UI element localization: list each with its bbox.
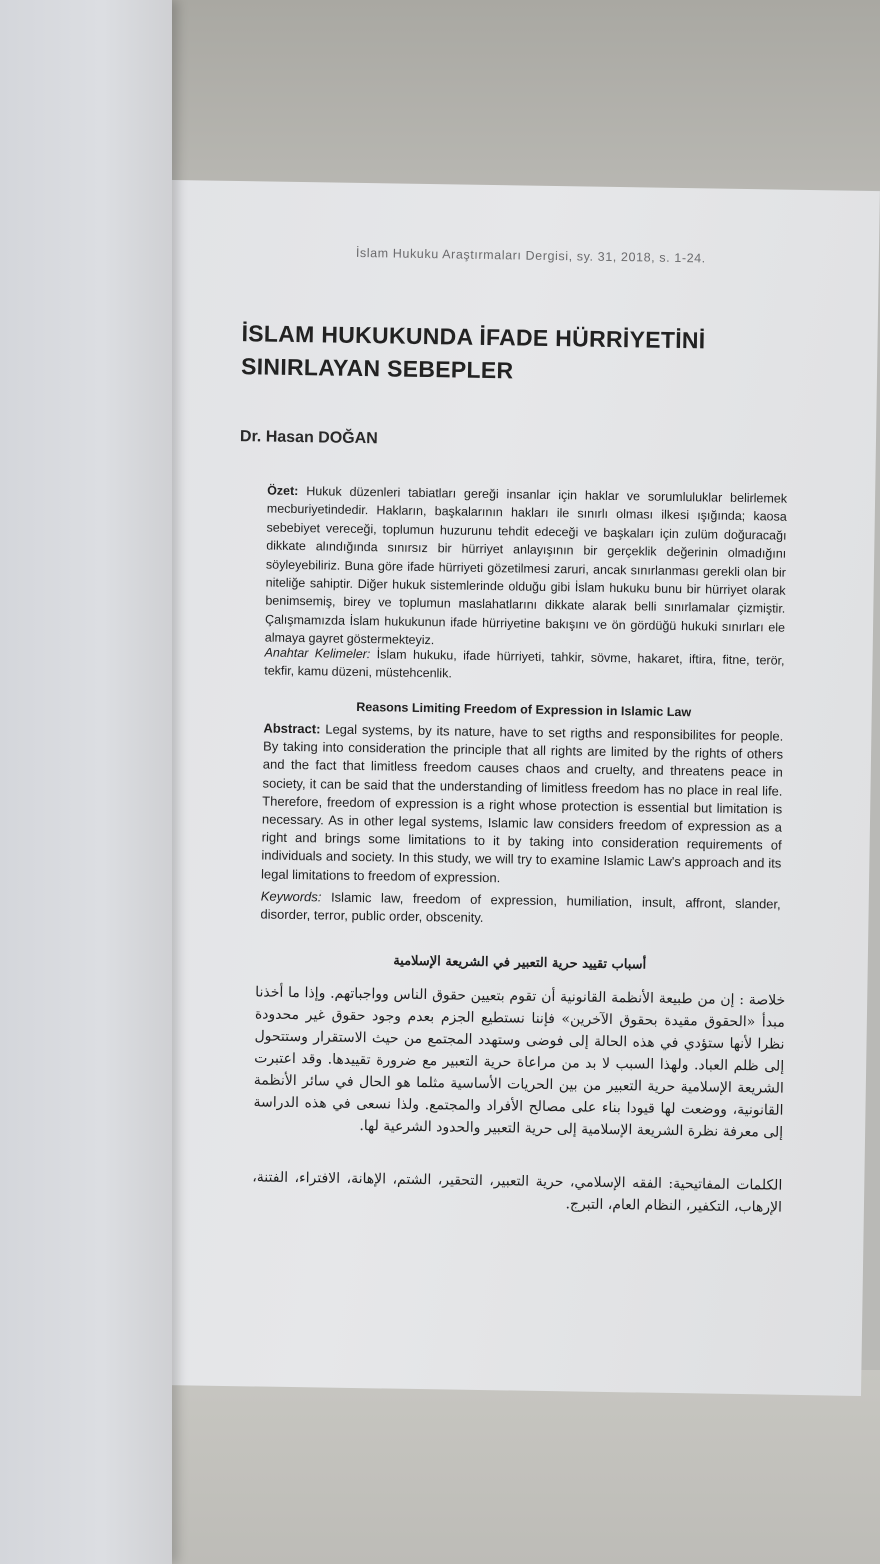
facing-page xyxy=(0,0,172,1564)
arabic-keywords xyxy=(252,1166,783,1218)
article-author: Dr. Hasan DOĞAN xyxy=(239,428,378,448)
arabic-abstract xyxy=(253,981,785,1143)
english-abstract-text: Legal systems, by its nature, have to set rigths and responsibilites for people. By taking into consideration the principle that all rights are limited by the rights of others and the fact that limitless freedom causes chaos and cruelty, and threatens peace in society, it can be said that the understanding of limitless freedom has no place in real life. Therefore, freedom of expression is a right whose protection is essential but limitation is necessary. As in other legal systems, Islamic law considers freedom of expression as a right and brings some limitations to it by taking into consideration requirements of individuals and society. In this study, we will try to examine Islamic Law's approach and its legal limitations to freedom of expression. xyxy=(260,721,784,885)
english-title: Reasons Limiting Freedom of Expression in Islamic Law xyxy=(356,699,692,720)
arabic-title: أسباب تقييد حرية التعبير في الشريعة الإسلامية xyxy=(393,953,647,973)
turkish-keywords-label: Anahtar Kelimeler: xyxy=(264,645,371,662)
english-keywords-label: Keywords: xyxy=(260,888,322,905)
article-page xyxy=(153,180,880,1396)
turkish-keywords-text: İslam hukuku, ifade hürriyeti, tahkir, sövme, hakaret, iftira, fitne, terör, tekfir, kamu düzeni, müstehcenlik. xyxy=(264,647,785,681)
arabic-keywords-label: الكلمات المفاتيحية: xyxy=(668,1175,783,1194)
article-title-line-1: İSLAM HUKUKUNDA İFADE HÜRRİYETİNİ xyxy=(241,320,706,354)
english-keywords-text: Islamic law, freedom of expression, humiliation, insult, affront, slander, disorder, terror, public order, obscenity. xyxy=(260,889,781,926)
english-abstract xyxy=(261,720,784,892)
arabic-abstract-text: إن من طبيعة الأنظمة القانونية أن تقوم بتعيين حقوق الناس وواجباتهم. وإذا ما أخذنا مبدأ «الحقوق مقيدة بحقوق الآخرين» فإننا نستطيع الجزم بعدم وجود حقوق غير محدودة نظرا لأنها ستؤدي في هذه الحالة إلى فوضى وستهدد المجتمع من حيث الاستقرار وستتحول إلى ظلم العباد. ولهذا السبب لا بد من مراعاة حرية التعبير مع ضرورة تقييدها. وقد اعتبرت الشريعة الإسلامية حرية التعبير من بين الحريات الأساسية مثلما هو الحال في سائر الأنظمة القانونية، ووضعت لها قيودا بناء على مصالح الأفراد والمجتمع. ولذا نسعى في هذه الدراسة إلى معرفة نظرة الشريعة الإسلامية إلى حرية التعبير والحدود الشرعية لها. xyxy=(253,984,785,1141)
journal-citation: İslam Hukuku Araştırmaları Dergisi, sy. 31, 2018, s. 1-24. xyxy=(355,245,706,266)
turkish-abstract-text: Hukuk düzenleri tabiatları gereği insanlar için haklar ve sorumluluklar belirlemek mecburiyetindedir. Hakların, başkalarının hakları ile sınırlı olması ilkesi ışığında; kaosa sebebiyet vereceği, toplumun huzurunu tehdit edeceği ve başkaları için zulüm doğuracağı dikkate alındığında sınırsız bir hürriyet anlayışının bir gerçeklik değerinin olmadığını söyleyebiliriz. Buna göre ifade hürriyeti gözetilmesi zaruri, ancak sınırlanması gerekli olan bir niteliğe sahiptir. Diğer hukuk sistemlerinde olduğu gibi İslam hukuku bunu bir hürriyet olarak benimsemiş, birey ve toplumun maslahatlarını dikkate alarak belli sınırlamalar çizmiştir. Çalışmamızda İslam hukukunun ifade hürriyetine bakışını ve ön gördüğü hukuki sınırları ele almaya gayret göstermekteyiz. xyxy=(264,484,788,648)
english-abstract-label: Abstract: xyxy=(263,720,321,737)
page-content xyxy=(153,180,880,1396)
english-keywords xyxy=(260,887,781,932)
turkish-abstract-label: Özet: xyxy=(267,483,299,499)
arabic-abstract-label: خلاصة : xyxy=(739,992,786,1009)
turkish-keywords xyxy=(264,644,785,689)
arabic-keywords-text: الفقه الإسلامي، حرية التعبير، التحقير، الشتم، الإهانة، الافتراء، الفتنة، الإرهاب، التكفير، النظام العام، التبرج. xyxy=(252,1169,783,1216)
turkish-abstract xyxy=(265,482,788,656)
article-title xyxy=(241,317,802,392)
article-title-line-2: SINIRLAYAN SEBEPLER xyxy=(240,353,514,384)
